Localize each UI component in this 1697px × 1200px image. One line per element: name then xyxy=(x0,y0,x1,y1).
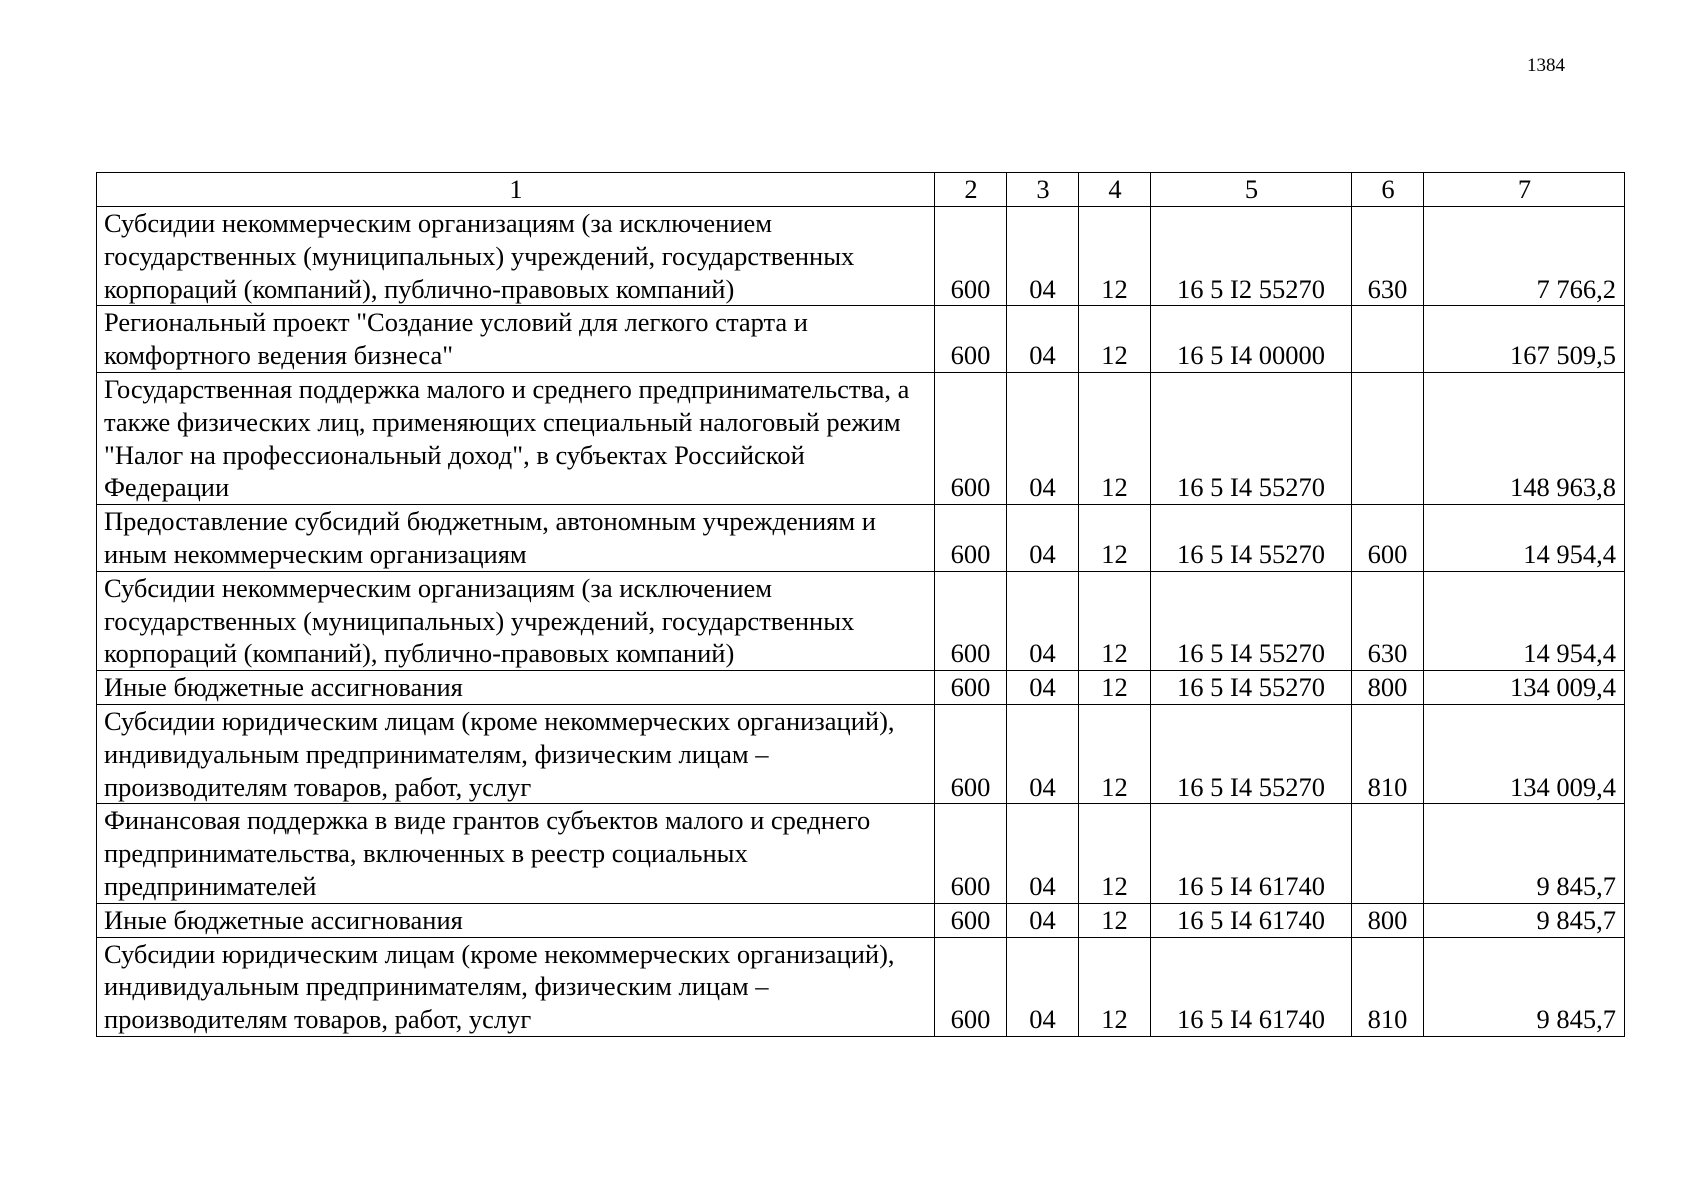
col6-cell: 810 xyxy=(1352,704,1424,803)
col3-cell: 04 xyxy=(1007,704,1079,803)
col6-cell: 800 xyxy=(1352,671,1424,705)
table-row xyxy=(97,937,1625,1036)
col3-cell: 04 xyxy=(1007,207,1079,306)
col5-cell: 16 5 I4 61740 xyxy=(1151,804,1352,903)
col6-cell xyxy=(1352,804,1424,903)
col4-cell: 12 xyxy=(1079,937,1151,1036)
amount-cell: 9 845,7 xyxy=(1424,804,1625,903)
row-name-cell: Государственная поддержка малого и среднего предпринимательства, а также физических лиц, применяющих специальный налоговый режим "Налог на профессиональный доход", в субъектах Российской Федерации xyxy=(97,372,935,504)
col6-cell xyxy=(1352,306,1424,373)
amount-cell: 9 845,7 xyxy=(1424,937,1625,1036)
col3-cell: 04 xyxy=(1007,372,1079,504)
table-row xyxy=(97,505,1625,572)
col5-cell: 16 5 I4 00000 xyxy=(1151,306,1352,373)
column-header-4: 4 xyxy=(1079,173,1151,207)
col6-cell: 630 xyxy=(1352,207,1424,306)
row-name-cell: Субсидии некоммерческим организациям (за исключением государственных (муниципальных) учреждений, государственных корпораций (компаний), публично-правовых компаний) xyxy=(97,571,935,670)
col5-cell: 16 5 I4 55270 xyxy=(1151,704,1352,803)
col2-cell: 600 xyxy=(935,372,1007,504)
col2-cell: 600 xyxy=(935,804,1007,903)
col4-cell: 12 xyxy=(1079,671,1151,705)
amount-cell: 14 954,4 xyxy=(1424,505,1625,572)
table-row xyxy=(97,571,1625,670)
col2-cell: 600 xyxy=(935,937,1007,1036)
col6-cell xyxy=(1352,372,1424,504)
row-name-cell: Иные бюджетные ассигнования xyxy=(97,903,935,937)
column-header-1: 1 xyxy=(97,173,935,207)
table-row xyxy=(97,704,1625,803)
page-number: 1384 xyxy=(1527,55,1565,76)
col5-cell: 16 5 I4 55270 xyxy=(1151,571,1352,670)
column-header-5: 5 xyxy=(1151,173,1352,207)
col4-cell: 12 xyxy=(1079,306,1151,373)
table-row xyxy=(97,372,1625,504)
col3-cell: 04 xyxy=(1007,937,1079,1036)
amount-cell: 134 009,4 xyxy=(1424,671,1625,705)
col2-cell: 600 xyxy=(935,704,1007,803)
row-name-cell: Финансовая поддержка в виде грантов субъектов малого и среднего предпринимательства, включенных в реестр социальных предпринимателей xyxy=(97,804,935,903)
row-name-cell: Субсидии юридическим лицам (кроме некоммерческих организаций), индивидуальным предпринимателям, физическим лицам – производителям товаров, работ, услуг xyxy=(97,937,935,1036)
col3-cell: 04 xyxy=(1007,306,1079,373)
table-row xyxy=(97,671,1625,705)
row-name-cell: Субсидии некоммерческим организациям (за исключением государственных (муниципальных) учреждений, государственных корпораций (компаний), публично-правовых компаний) xyxy=(97,207,935,306)
table-row xyxy=(97,306,1625,373)
budget-table xyxy=(96,172,1625,1037)
header-row xyxy=(97,173,1625,207)
table-row xyxy=(97,207,1625,306)
col6-cell: 800 xyxy=(1352,903,1424,937)
col5-cell: 16 5 I4 55270 xyxy=(1151,372,1352,504)
amount-cell: 9 845,7 xyxy=(1424,903,1625,937)
col6-cell: 630 xyxy=(1352,571,1424,670)
col5-cell: 16 5 I4 55270 xyxy=(1151,671,1352,705)
row-name-cell: Субсидии юридическим лицам (кроме некоммерческих организаций), индивидуальным предпринимателям, физическим лицам – производителям товаров, работ, услуг xyxy=(97,704,935,803)
col2-cell: 600 xyxy=(935,207,1007,306)
row-name-cell: Предоставление субсидий бюджетным, автономным учреждениям и иным некоммерческим организациям xyxy=(97,505,935,572)
col6-cell: 600 xyxy=(1352,505,1424,572)
col5-cell: 16 5 I4 61740 xyxy=(1151,903,1352,937)
col3-cell: 04 xyxy=(1007,571,1079,670)
col5-cell: 16 5 I4 61740 xyxy=(1151,937,1352,1036)
col3-cell: 04 xyxy=(1007,903,1079,937)
col2-cell: 600 xyxy=(935,571,1007,670)
col3-cell: 04 xyxy=(1007,671,1079,705)
table-body xyxy=(97,207,1625,1037)
amount-cell: 167 509,5 xyxy=(1424,306,1625,373)
col4-cell: 12 xyxy=(1079,505,1151,572)
row-name-cell: Региональный проект "Создание условий для легкого старта и комфортного ведения бизнеса" xyxy=(97,306,935,373)
col4-cell: 12 xyxy=(1079,704,1151,803)
column-header-3: 3 xyxy=(1007,173,1079,207)
amount-cell: 148 963,8 xyxy=(1424,372,1625,504)
col4-cell: 12 xyxy=(1079,207,1151,306)
col5-cell: 16 5 I4 55270 xyxy=(1151,505,1352,572)
col4-cell: 12 xyxy=(1079,804,1151,903)
col3-cell: 04 xyxy=(1007,804,1079,903)
col4-cell: 12 xyxy=(1079,903,1151,937)
col5-cell: 16 5 I2 55270 xyxy=(1151,207,1352,306)
col2-cell: 600 xyxy=(935,306,1007,373)
table-row xyxy=(97,804,1625,903)
amount-cell: 14 954,4 xyxy=(1424,571,1625,670)
col2-cell: 600 xyxy=(935,903,1007,937)
col4-cell: 12 xyxy=(1079,372,1151,504)
row-name-cell: Иные бюджетные ассигнования xyxy=(97,671,935,705)
column-header-2: 2 xyxy=(935,173,1007,207)
amount-cell: 134 009,4 xyxy=(1424,704,1625,803)
amount-cell: 7 766,2 xyxy=(1424,207,1625,306)
column-header-7: 7 xyxy=(1424,173,1625,207)
col3-cell: 04 xyxy=(1007,505,1079,572)
col4-cell: 12 xyxy=(1079,571,1151,670)
table-row xyxy=(97,903,1625,937)
col2-cell: 600 xyxy=(935,671,1007,705)
col6-cell: 810 xyxy=(1352,937,1424,1036)
column-header-6: 6 xyxy=(1352,173,1424,207)
col2-cell: 600 xyxy=(935,505,1007,572)
